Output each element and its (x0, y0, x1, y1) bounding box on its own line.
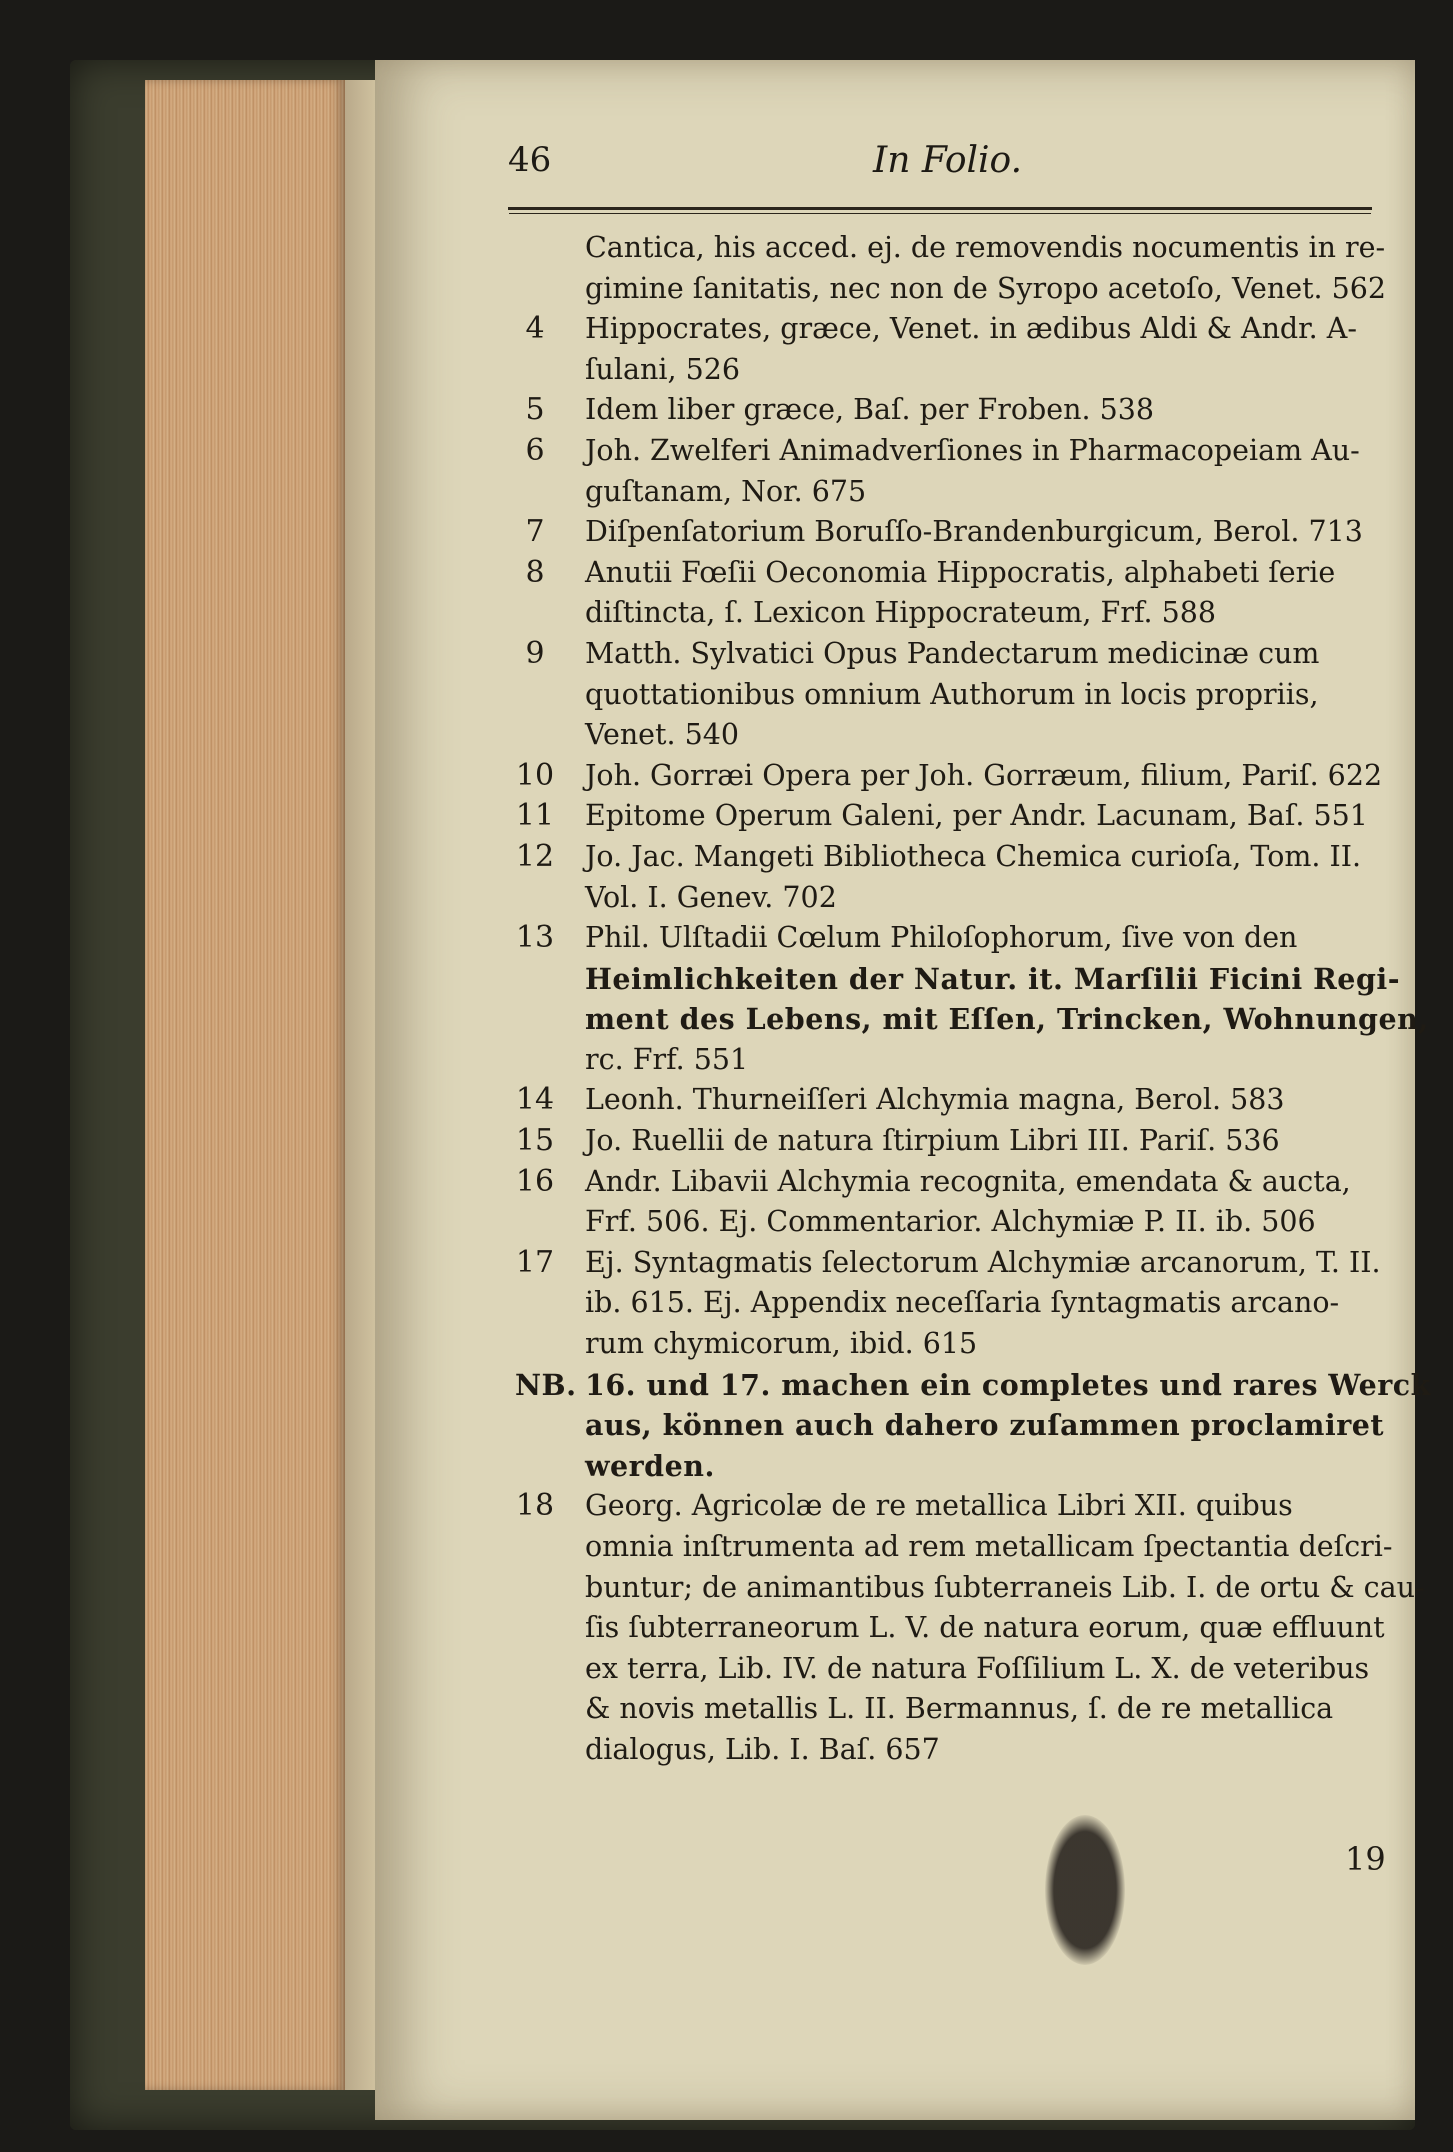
entry-line: Leonh. Thurneiſſeri Alchymia magna, Berol. 583 (585, 1083, 1285, 1117)
nota-bene-label: NB. (515, 1367, 577, 1402)
catalog-entry (515, 756, 1381, 797)
entry-number: 6 (525, 432, 545, 468)
entry-line: Frf. 506. Ej. Commentarior. Alchymiæ P. II. ib. 506 (585, 1205, 1316, 1239)
entry-line: omnia inſtrumenta ad rem metallicam ſpectantia deſcri- (585, 1530, 1393, 1563)
entry-line: ſulani, 526 (585, 352, 740, 386)
entry-line: Phil. Ulſtadii Cœlum Philoſophorum, ſive von den (585, 921, 1298, 955)
entry-line: Georg. Agricolæ de re metallica Libri XII. quibus (585, 1489, 1293, 1523)
page-header (508, 140, 1372, 190)
ink-stain (1045, 1815, 1125, 1965)
catalog-entry (515, 1162, 1381, 1243)
catalog-entry (515, 309, 1381, 390)
catalog-entry (515, 1080, 1381, 1121)
entry-line: Joh. Zwelferi Animadverſiones in Pharmacopeiam Au- (585, 433, 1360, 467)
entry-number: 13 (515, 920, 555, 956)
nota-bene-line: werden. (585, 1448, 715, 1483)
entry-number: 15 (515, 1123, 555, 1159)
entry-line: quottationibus omnium Authorum in locis propriis, (585, 677, 1319, 711)
entry-number: 8 (525, 554, 545, 590)
nota-bene (515, 1365, 1431, 1487)
entry-number: 5 (525, 392, 545, 428)
catalog-entry (515, 918, 1429, 1080)
catalog-entry (515, 553, 1381, 634)
catalog-entry (515, 512, 1381, 553)
entry-line: Epitome Operum Galeni, per Andr. Lacunam, Baſ. 551 (585, 799, 1368, 833)
nota-bene-text: 16. und 17. machen ein completes und rares Werck (585, 1367, 1431, 1402)
catalog-entry (515, 431, 1381, 512)
catalog-entry (515, 228, 1387, 309)
catalog-entry (515, 837, 1381, 918)
entry-number: 12 (515, 838, 555, 874)
page-edges (145, 80, 345, 2090)
page-number: 46 (508, 140, 552, 180)
entry-number: 7 (525, 514, 545, 550)
entry-number: 16 (515, 1163, 555, 1199)
catalog-entry (515, 1243, 1381, 1365)
entry-line: Hippocrates, græce, Venet. in ædibus Aldi & Andr. A- (585, 312, 1357, 346)
catalog-entry (515, 1486, 1425, 1770)
entry-line: Joh. Gorræi Opera per Joh. Gorræum, filium, Pariſ. 622 (585, 758, 1383, 792)
nota-bene-line (515, 1365, 1431, 1406)
entry-line: gimine ſanitatis, nec non de Syropo acetoſo, Venet. 562 (585, 271, 1387, 305)
entry-line: Diſpenſatorium Boruſſo-Brandenburgicum, Berol. 713 (585, 515, 1363, 549)
entry-line: Vol. I. Genev. 702 (585, 880, 837, 914)
entry-line: Venet. 540 (585, 718, 740, 752)
entry-number: 14 (515, 1082, 555, 1118)
catalog-entry (515, 390, 1381, 431)
entry-line: buntur; de animantibus ſubterraneis Lib. I. de ortu & cau- (585, 1570, 1425, 1604)
entry-line: Cantica, his acced. ej. de removendis nocumentis in re- (585, 231, 1386, 264)
catalog-entry (515, 1121, 1381, 1162)
entry-line: diſtincta, ſ. Lexicon Hippocrateum, Frf. 588 (585, 596, 1216, 630)
entry-line: Jo. Ruellii de natura ſtirpium Libri III. Pariſ. 536 (585, 1124, 1280, 1158)
entry-number: 9 (525, 635, 545, 671)
entry-line: ſis ſubterraneorum L. V. de natura eorum, quæ effluunt (585, 1611, 1385, 1645)
entry-number: 18 (515, 1488, 555, 1524)
entry-line: Idem liber græce, Baſ. per Froben. 538 (585, 393, 1155, 427)
entry-number: 4 (525, 311, 545, 347)
entry-number: 17 (515, 1244, 555, 1280)
catalog-entry (515, 796, 1381, 837)
entry-line: Heimlichkeiten der Natur. it. Marſilii Ficini Regi- (585, 961, 1401, 996)
entry-line: ment des Lebens, mit Eſſen, Trincken, Wohnungen, (585, 1002, 1429, 1037)
entry-line: Anutii Fœſii Oeconomia Hippocratis, alphabeti ſerie (585, 555, 1336, 589)
catalog-text (515, 228, 1431, 1771)
entry-number: 10 (515, 757, 555, 793)
entry-line: Ej. Syntagmatis ſelectorum Alchymiæ arcanorum, T. II. (585, 1245, 1381, 1279)
nota-bene-line: aus, können auch dahero zuſammen proclamiret (585, 1408, 1385, 1443)
entry-line: ib. 615. Ej. Appendix neceſſaria ſyntagmatis arcano- (585, 1286, 1340, 1320)
entry-line: ex terra, Lib. IV. de natura Foſſilium L. X. de veteribus (585, 1651, 1370, 1685)
entry-line: dialogus, Lib. I. Baſ. 657 (585, 1732, 940, 1766)
entry-line: guſtanam, Nor. 675 (585, 474, 867, 508)
entry-line: Andr. Libavii Alchymia recognita, emendata & aucta, (585, 1164, 1351, 1198)
catchword: 19 (1345, 1840, 1386, 1878)
entry-line: Jo. Jac. Mangeti Bibliotheca Chemica curioſa, Tom. II. (585, 839, 1362, 873)
entry-line: Matth. Sylvatici Opus Pandectarum medicinæ cum (585, 636, 1320, 670)
catalog-entry (515, 634, 1381, 756)
running-title: In Folio. (873, 140, 1023, 181)
entry-line: & novis metallis L. II. Bermannus, ſ. de re metallica (585, 1692, 1334, 1726)
entry-line: rum chymicorum, ibid. 615 (585, 1327, 978, 1361)
entry-line: rc. Frf. 551 (585, 1042, 749, 1076)
header-rule (508, 207, 1372, 210)
entry-number: 11 (515, 798, 555, 834)
